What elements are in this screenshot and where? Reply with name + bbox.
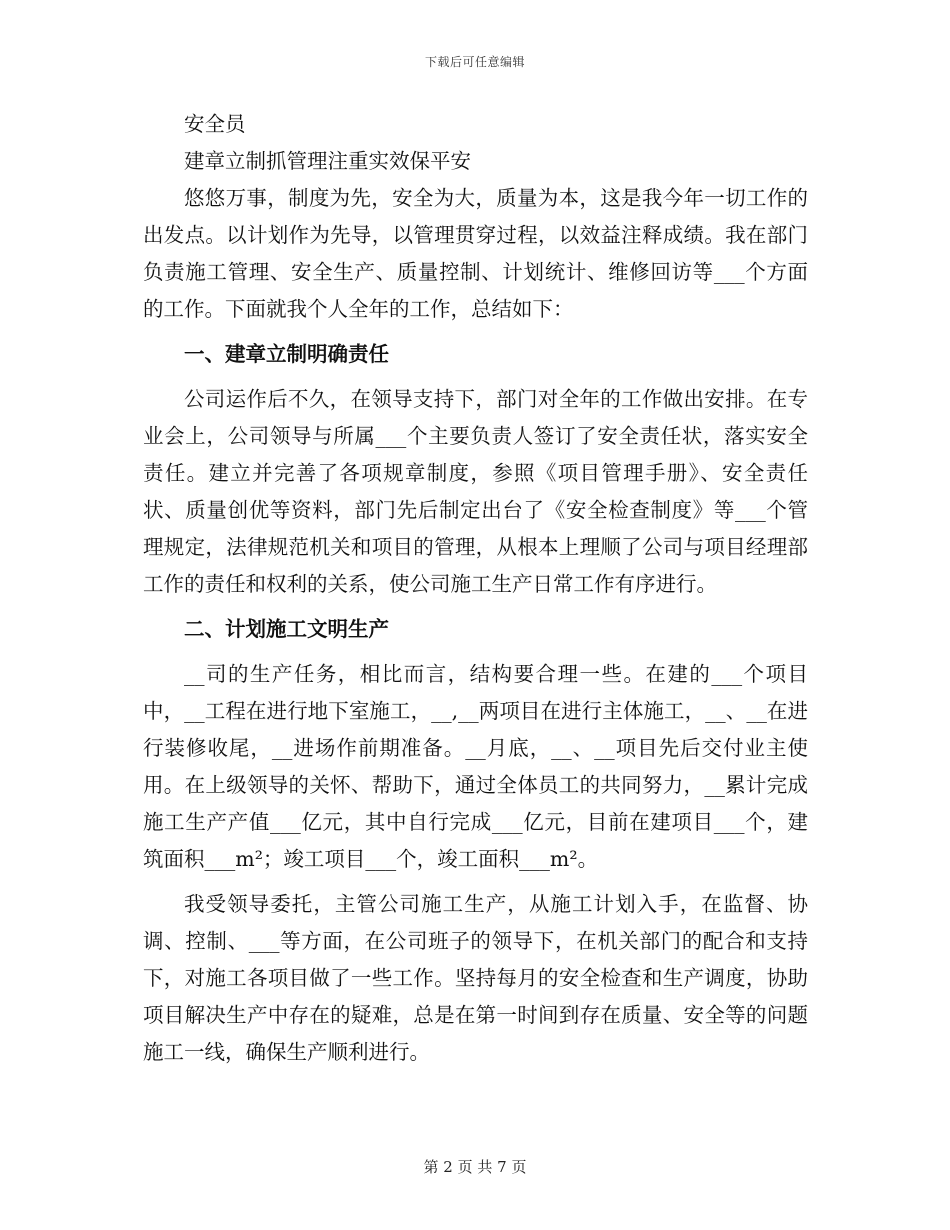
page-footer: 第 2 页 共 7 页	[423, 1158, 527, 1176]
section1-paragraph: 公司运作后不久，在领导支持下，部门对全年的工作做出安排。在专业会上，公司领导与所属___个主要负责人签订了安全责任状，落实安全责任。建立并完善了各项规章制度，参照《项目管理手册》、安全责任状、质量创优等资料，部门先后制定出台了《安全检查制度》等___个管理规定，法律规范机关和项目的管理，从根本上理顺了公司与项目经理部工作的责任和权利的关系，使公司施工生产日常工作有序进行。	[143, 387, 808, 596]
page-header: 下载后可任意编辑	[424, 55, 525, 69]
section1-heading: 一、建章立制明确责任	[184, 342, 389, 366]
document-subtitle: 建章立制抓管理注重实效保平安	[184, 149, 471, 173]
section2-paragraph-1: __司的生产任务，相比而言，结构要合理一些。在建的___个项目中，__工程在进行地下室施工，__,__两项目在进行主体施工，__、__在进行装修收尾，__进场作前期准备。__月底，__、__项目先后交付业主使用。在上级领导的关怀、帮助下，通过全体员工的共同努力，__累计完成施工生产产值___亿元，其中自行完成___亿元，目前在建项目___个，建筑面积___m²；竣工项目___个，竣工面积___m²。	[143, 662, 808, 871]
section2-paragraph-2: 我受领导委托，主管公司施工生产，从施工计划入手，在监督、协调、控制、___等方面，在公司班子的领导下，在机关部门的配合和支持下，对施工各项目做了一些工作。坚持每月的安全检查和生产调度，协助项目解决生产中存在的疑难，总是在第一时间到存在质量、安全等的问题施工一线，确保生产顺利进行。	[143, 892, 808, 1064]
role-title: 安全员	[184, 112, 246, 136]
intro-paragraph: 悠悠万事，制度为先，安全为大，质量为本，这是我今年一切工作的出发点。以计划作为先导，以管理贯穿过程，以效益注释成绩。我在部门负责施工管理、安全生产、质量控制、计划统计、维修回访等___个方面的工作。下面就我个人全年的工作，总结如下：	[143, 186, 808, 321]
document-body	[143, 106, 808, 1071]
section2-heading: 二、计划施工文明生产	[184, 617, 389, 641]
